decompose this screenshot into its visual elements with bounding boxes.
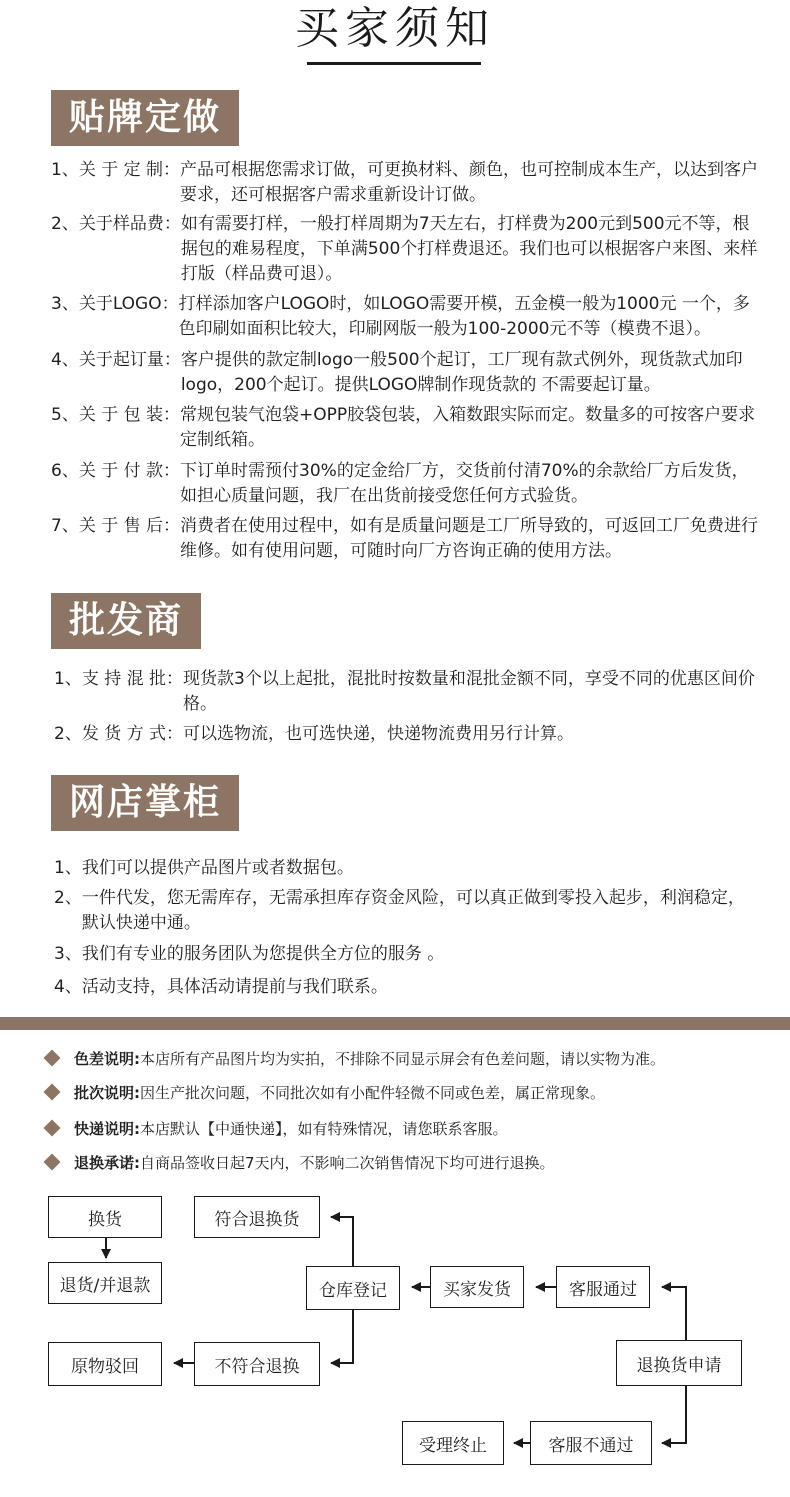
- note-text: 因生产批次问题，不同批次如有小配件轻微不同或色差，属正常现象。: [140, 1083, 606, 1102]
- flow-box-returned: 原物驳回: [48, 1342, 162, 1386]
- note-label: 退换承诺:: [74, 1153, 140, 1172]
- item-label: 1、: [54, 858, 82, 878]
- section-heading-shop: 网店掌柜: [51, 775, 239, 831]
- item-text: 消费者在使用过程中，如有是质量问题是工厂所导致的，可返回工厂免费进行维修。如有使用问题，可随时向厂方咨询正确的使用方法。: [180, 516, 759, 561]
- flow-box-apply: 退换货申请: [616, 1340, 742, 1386]
- item-text: 一件代发，您无需库存，无需承担库存资金风险，可以真正做到零投入起步，利润稳定，默认快递中通。: [81, 888, 745, 933]
- item-label: 2、: [54, 888, 82, 908]
- item-label: 3、关于LOGO：: [51, 294, 179, 314]
- item-text: 客户提供的款定制logo一般500个起订，工厂现有款式例外，现货款式加印logo，200个起订。提供LOGO牌制作现货款的 不需要起订量。: [180, 350, 743, 395]
- note-text: 本店所有产品图片均为实拍，不排除不同显示屏会有色差问题，请以实物为准。: [140, 1049, 666, 1068]
- flow-box-terminated: 受理终止: [402, 1421, 504, 1465]
- item-text: 可以选物流，也可选快递，快递物流费用另行计算。: [183, 724, 575, 744]
- flow-box-cs-fail: 客服不通过: [530, 1421, 652, 1465]
- flow-box-buyer-ship: 买家发货: [430, 1266, 524, 1308]
- item-label: 7、关 于 售 后：: [51, 516, 181, 536]
- flow-box-warehouse: 仓库登记: [306, 1266, 400, 1310]
- item-label: 1、关 于 定 制：: [51, 160, 181, 180]
- item-text: 产品可根据您需求订做，可更换材料、颜色，也可控制成本生产，以达到客户要求，还可根据客户需求重新设计订做。: [180, 160, 759, 205]
- item-label: 4、关于起订量：: [51, 350, 181, 370]
- item-text: 下订单时需预付30%的定金给厂方，交货前付清70%的余款给厂方后发货，如担心质量问题，我厂在出货前接受您任何方式验货。: [180, 461, 749, 506]
- flow-box-exchange: 换货: [48, 1196, 162, 1238]
- note-text: 自商品签收日起7天内，不影响二次销售情况下均可进行退换。: [140, 1153, 555, 1172]
- flow-box-cs-pass: 客服通过: [556, 1266, 650, 1308]
- item-text: 现货款3个以上起批，混批时按数量和混批金额不同，享受不同的优惠区间价格。: [183, 669, 755, 714]
- arrow-apply-to-cs-fail: [662, 1386, 686, 1443]
- item-label: 5、关 于 包 装：: [51, 405, 181, 425]
- item-text: 常规包装气泡袋+OPP胶袋包装，入箱数跟实际而定。数量多的可按客户要求定制纸箱。: [180, 405, 756, 450]
- note-label: 批次说明:: [74, 1083, 140, 1102]
- note-label: 色差说明:: [74, 1049, 140, 1068]
- flow-box-unqualified: 不符合退换: [194, 1342, 320, 1386]
- item-text: 活动支持，具体活动请提前与我们联系。: [81, 977, 388, 997]
- item-label: 2、关于样品费：: [51, 214, 181, 234]
- arrow-warehouse-to-qualified: [331, 1217, 353, 1266]
- flow-box-refund: 退货/并退款: [48, 1262, 162, 1304]
- item-text: 我们有专业的服务团队为您提供全方位的服务 。: [81, 944, 445, 964]
- item-label: 1、支 持 混 批：: [54, 669, 184, 689]
- item-text: 打样添加客户LOGO时，如LOGO需要开模，五金模一般为1000元 一个，多色印刷如面积比较大，印刷网版一般为100-2000元不等（模费不退）。: [178, 294, 750, 339]
- note-label: 快递说明:: [74, 1119, 140, 1138]
- item-label: 6、关 于 付 款：: [51, 461, 181, 481]
- page-title: 买家须知: [295, 3, 495, 54]
- item-label: 4、: [54, 977, 82, 997]
- section-heading-wholesale: 批发商: [51, 593, 201, 649]
- arrow-apply-to-cs-pass: [662, 1287, 686, 1340]
- item-text: 如有需要打样，一般打样周期为7天左右，打样费为200元到500元不等，根据包的难易程度，下单满500个打样费退还。我们也可以根据客户来图、来样打版（样品费可退）。: [180, 214, 758, 284]
- note-text: 本店默认【中通快递】，如有特殊情况，请您联系客服。: [140, 1119, 508, 1138]
- item-label: 2、发 货 方 式：: [54, 724, 184, 744]
- arrow-warehouse-to-unqualified: [331, 1310, 353, 1363]
- item-label: 3、: [54, 944, 82, 964]
- section-heading-custom: 贴牌定做: [51, 90, 239, 146]
- item-text: 我们可以提供产品图片或者数据包。: [81, 858, 354, 878]
- flow-box-qualified: 符合退换货: [194, 1196, 320, 1238]
